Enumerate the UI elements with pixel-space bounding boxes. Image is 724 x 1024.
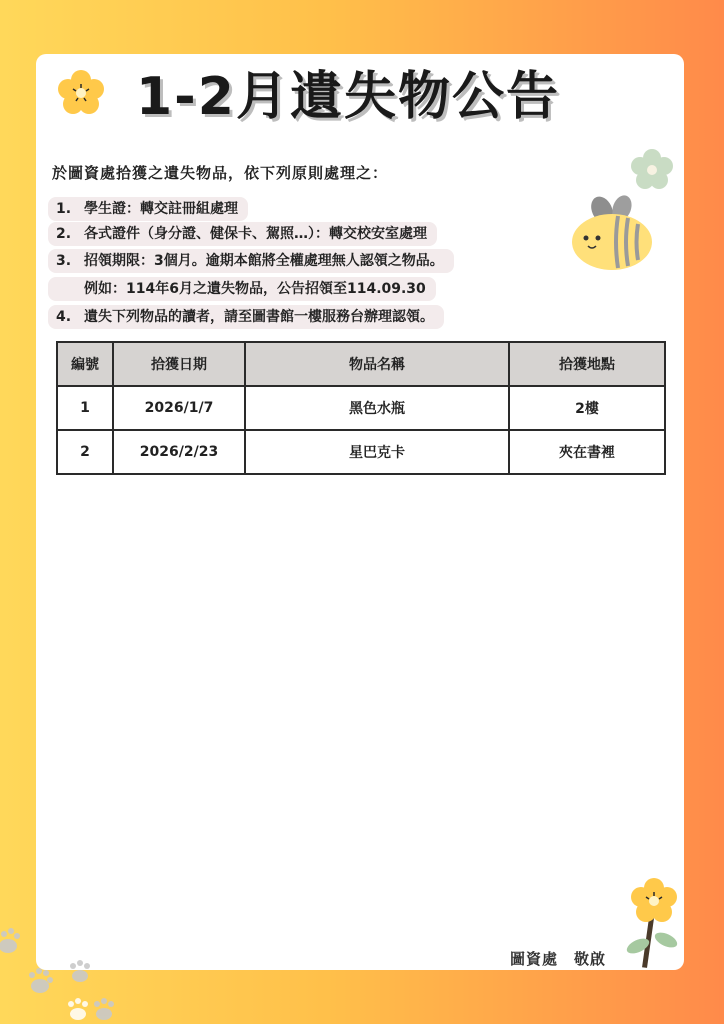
flower-icon [628, 148, 676, 192]
header-item: 物品名稱 [245, 342, 509, 386]
notice-card [36, 54, 684, 970]
cell-location: 2樓 [509, 386, 665, 430]
table-row [57, 430, 665, 474]
intro-text: 於圖資處拾獲之遺失物品，依下列原則處理之： [52, 164, 389, 182]
rule-item: 2. 各式證件（身分證、健保卡、駕照…）：轉交校安室處理 [48, 222, 437, 246]
cell-item: 星巴克卡 [245, 430, 509, 474]
cell-date: 2026/2/23 [113, 430, 245, 474]
table-row [57, 386, 665, 430]
signature: 圖資處 敬啟 [510, 950, 607, 968]
cell-item: 黑色水瓶 [245, 386, 509, 430]
rule-example: 例如：114年6月之遺失物品，公告招領至114.09.30 [48, 277, 436, 301]
rule-item: 4. 遺失下列物品的讀者，請至圖書館一樓服務台辦理認領。 [48, 305, 444, 329]
header-date: 拾獲日期 [113, 342, 245, 386]
cell-location: 夾在書裡 [509, 430, 665, 474]
cell-id: 1 [57, 386, 113, 430]
paw-print-icon [0, 924, 120, 1024]
table-header-row [57, 342, 665, 386]
flower-icon [622, 878, 682, 972]
cell-date: 2026/1/7 [113, 386, 245, 430]
cell-id: 2 [57, 430, 113, 474]
header-id: 編號 [57, 342, 113, 386]
header-location: 拾獲地點 [509, 342, 665, 386]
rule-item: 3. 招領期限：3個月。逾期本館將全權處理無人認領之物品。 [48, 249, 454, 273]
page-title: 1-2月遺失物公告 [136, 67, 560, 127]
flower-icon [56, 70, 106, 116]
lost-items-table [56, 341, 666, 475]
rule-item: 1. 學生證：轉交註冊組處理 [48, 197, 248, 221]
bee-icon [568, 194, 658, 274]
